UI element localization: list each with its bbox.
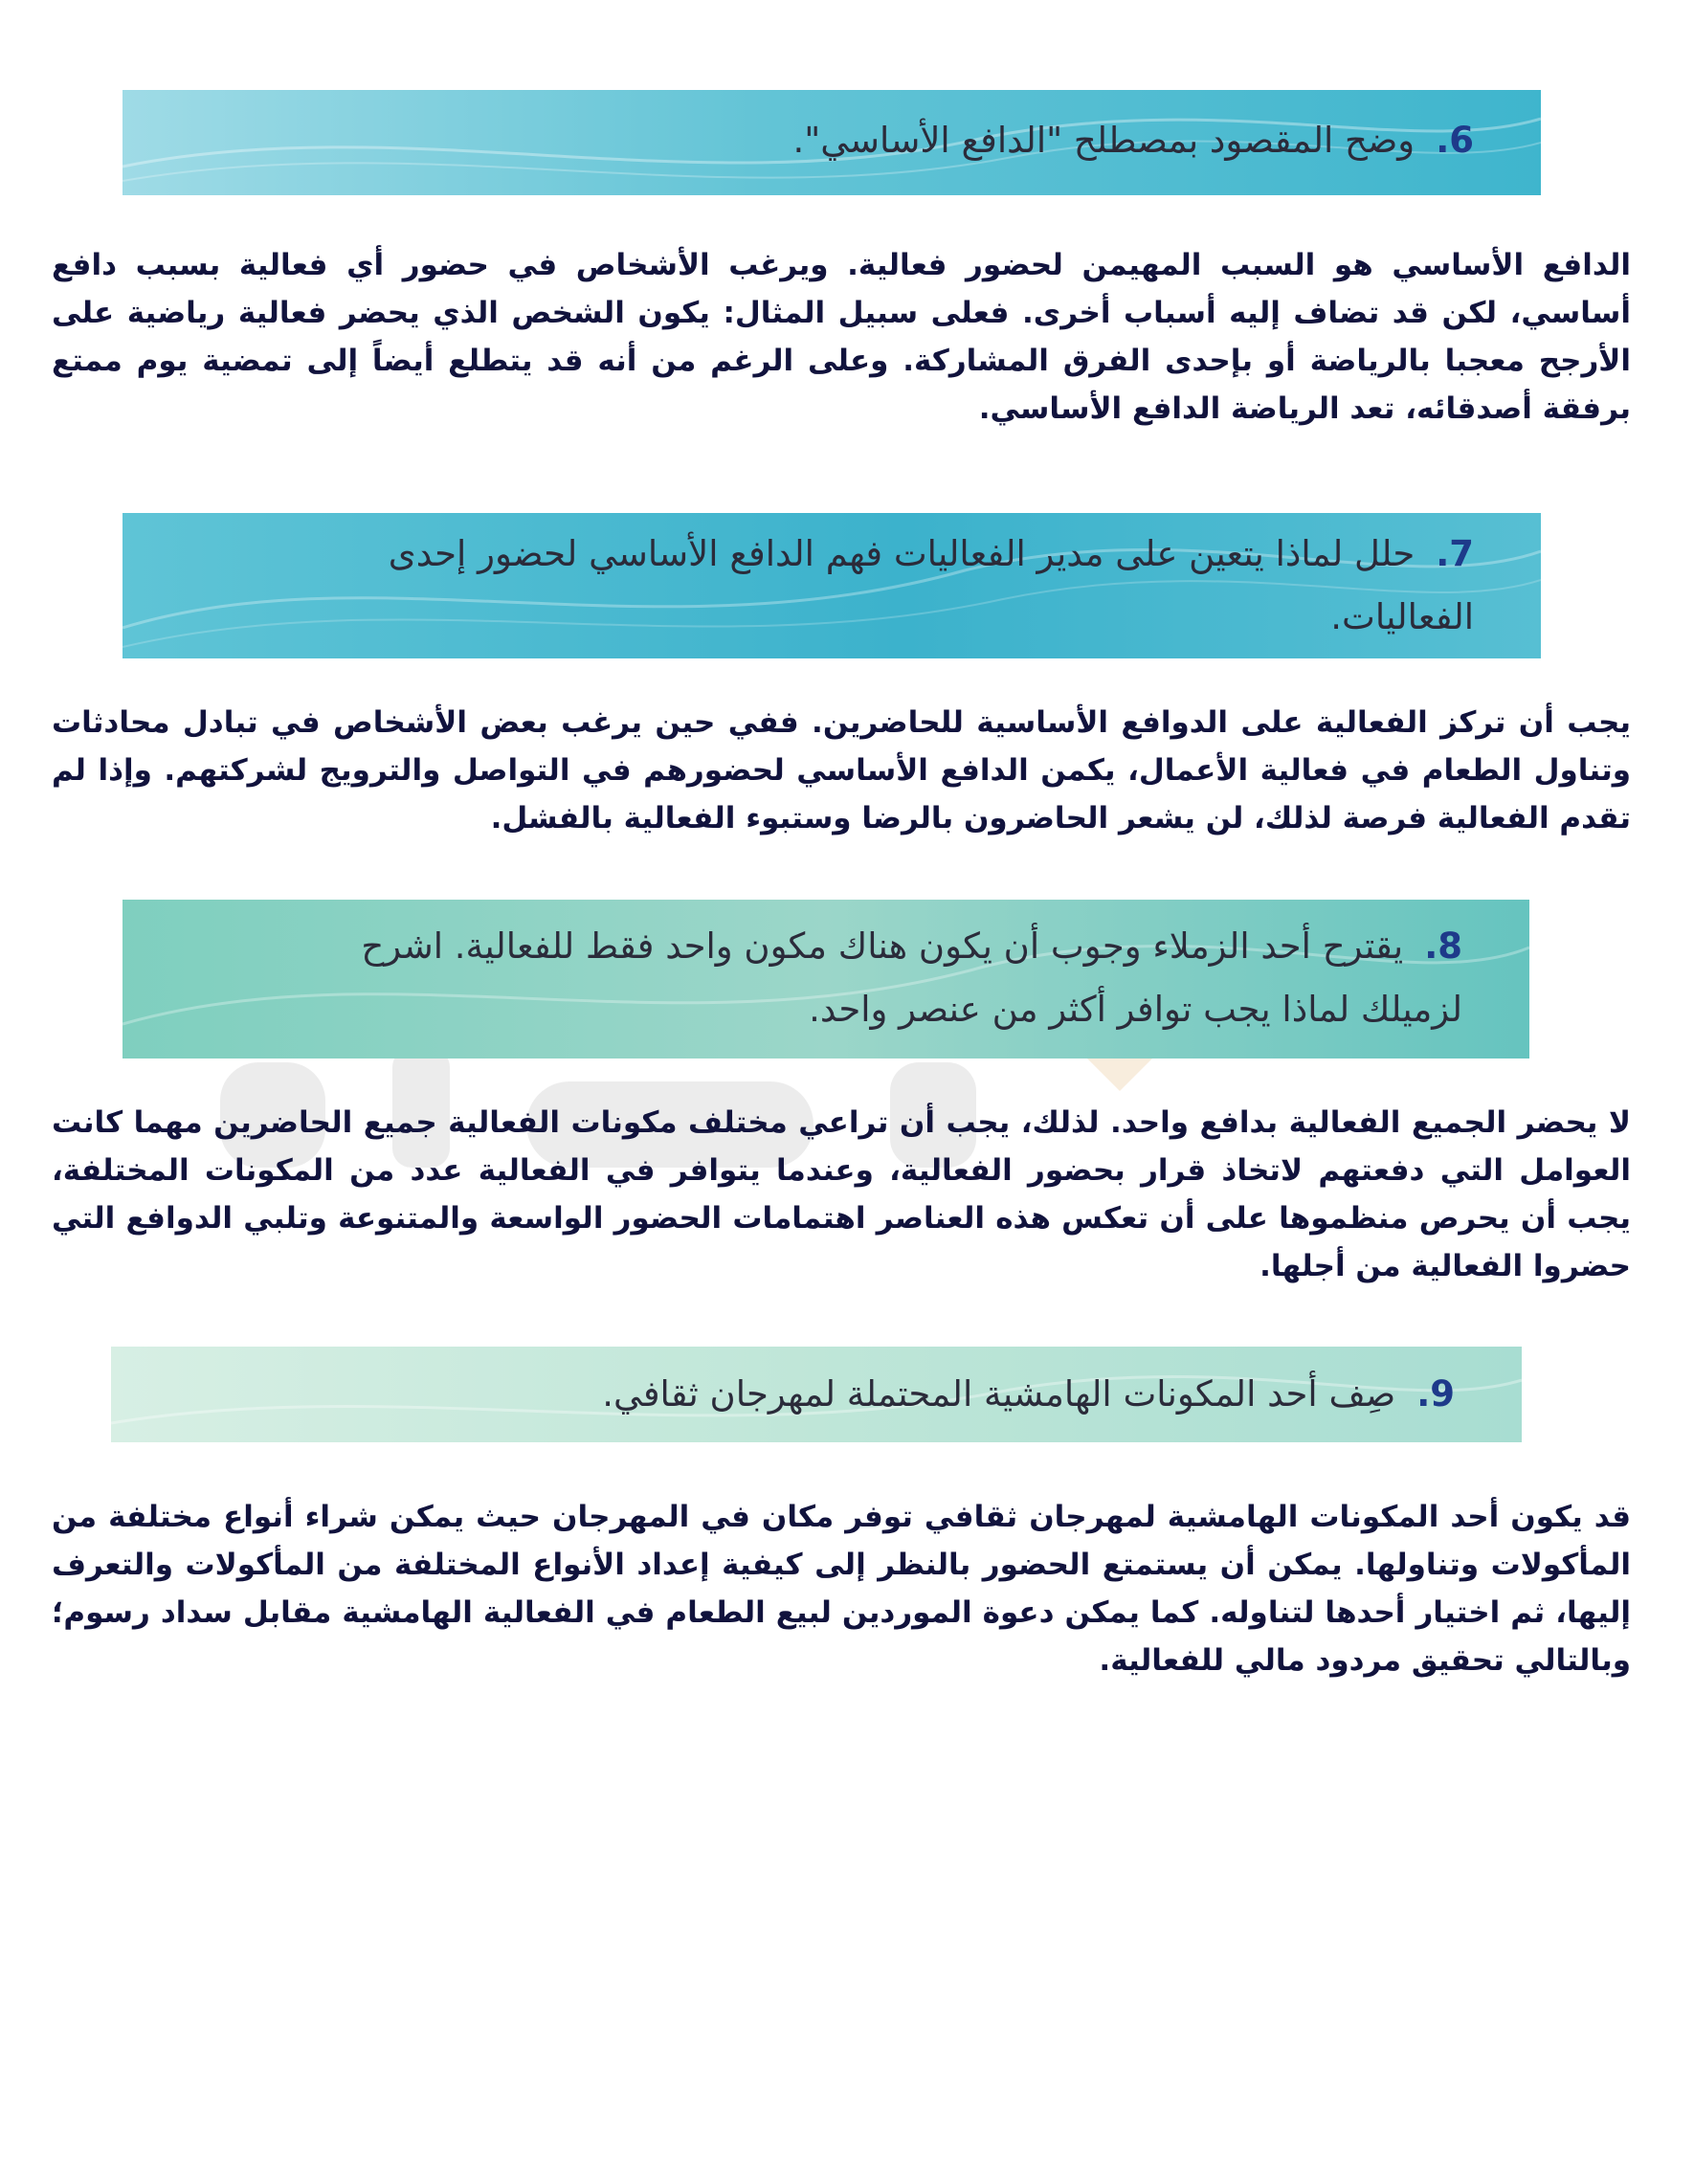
question-9-text-line	[602, 1363, 1455, 1426]
question-6-text: وضح المقصود بمصطلح "الدافع الأساسي".	[792, 120, 1415, 161]
question-6-text-line	[792, 109, 1474, 172]
question-8-number: 8.	[1424, 925, 1462, 967]
question-8-text: يقترح أحد الزملاء وجوب أن يكون هناك مكون واحد فقط للفعالية. اشرح لزميلك لماذا يجب توافر أكثر من عنصر واحد.	[361, 925, 1462, 1030]
question-8-text-line	[256, 915, 1462, 1041]
question-6-box	[123, 90, 1541, 195]
question-6-number: 6.	[1436, 120, 1474, 161]
answer-7: يجب أن تركز الفعالية على الدوافع الأساسية للحاضرين. ففي حين يرغب بعض الأشخاص في تبادل محادثات وتناول الطعام في فعالية الأعمال، يكمن الدافع الأساسي لحضورهم في التواصل والترويج لشركتهم. وإذا لم تقدم الفعالية فرصة لذلك، لن يشعر الحاضرون بالرضا وستبوء الفعالية بالفشل.	[52, 705, 1631, 836]
answer-9: قد يكون أحد المكونات الهامشية لمهرجان ثقافي توفر مكان في المهرجان حيث يمكن شراء أنواع مختلفة من المأكولات وتناولها. يمكن أن يستمتع الحضور بالنظر إلى كيفية إعداد الأنواع المختلفة من المأكولات والتعرف إليها، ثم اختيار أحدها لتناوله. كما يمكن دعوة الموردين لبيع الطعام في الفعالية الهامشية مقابل سداد رسوم؛ وبالتالي تحقيق مردود مالي للفعالية.	[52, 1500, 1631, 1678]
answer-8: لا يحضر الجميع الفعالية بدافع واحد. لذلك، يجب أن تراعي مختلف مكونات الفعالية جميع الحاضرين مهما كانت العوامل التي دفعتهم لاتخاذ قرار بحضور الفعالية، وعندما يتوافر في الفعالية عدد من المكونات المختلفة، يجب أن يحرص منظموها على أن تعكس هذه العناصر اهتمامات الحضور الواسعة والمتنوعة وتلبي الدوافع التي حضروا الفعالية من أجلها.	[52, 1105, 1631, 1283]
question-9-box	[111, 1347, 1522, 1442]
question-9-text: صِف أحد المكونات الهامشية المحتملة لمهرجان ثقافي.	[602, 1373, 1396, 1415]
question-7-box	[123, 513, 1541, 658]
question-7-text-line	[278, 523, 1474, 649]
question-9-number: 9.	[1416, 1373, 1455, 1415]
question-7-text: حلل لماذا يتعين على مدير الفعاليات فهم الدافع الأساسي لحضور إحدى الفعاليات.	[388, 533, 1474, 637]
question-8-box	[123, 900, 1529, 1059]
answer-6: الدافع الأساسي هو السبب المهيمن لحضور فعالية. ويرغب الأشخاص في حضور أي فعالية بسبب دافع أساسي، لكن قد تضاف إليه أسباب أخرى. فعلى سبيل المثال: يكون الشخص الذي يحضر فعالية رياضية على الأرجح معجبا بالرياضة أو بإحدى الفرق المشاركة. وعلى الرغم من أنه قد يتطلع أيضاً إلى تمضية يوم ممتع برفقة أصدقائه، تعد الرياضة الدافع الأساسي.	[52, 248, 1631, 426]
question-7-number: 7.	[1436, 533, 1474, 574]
